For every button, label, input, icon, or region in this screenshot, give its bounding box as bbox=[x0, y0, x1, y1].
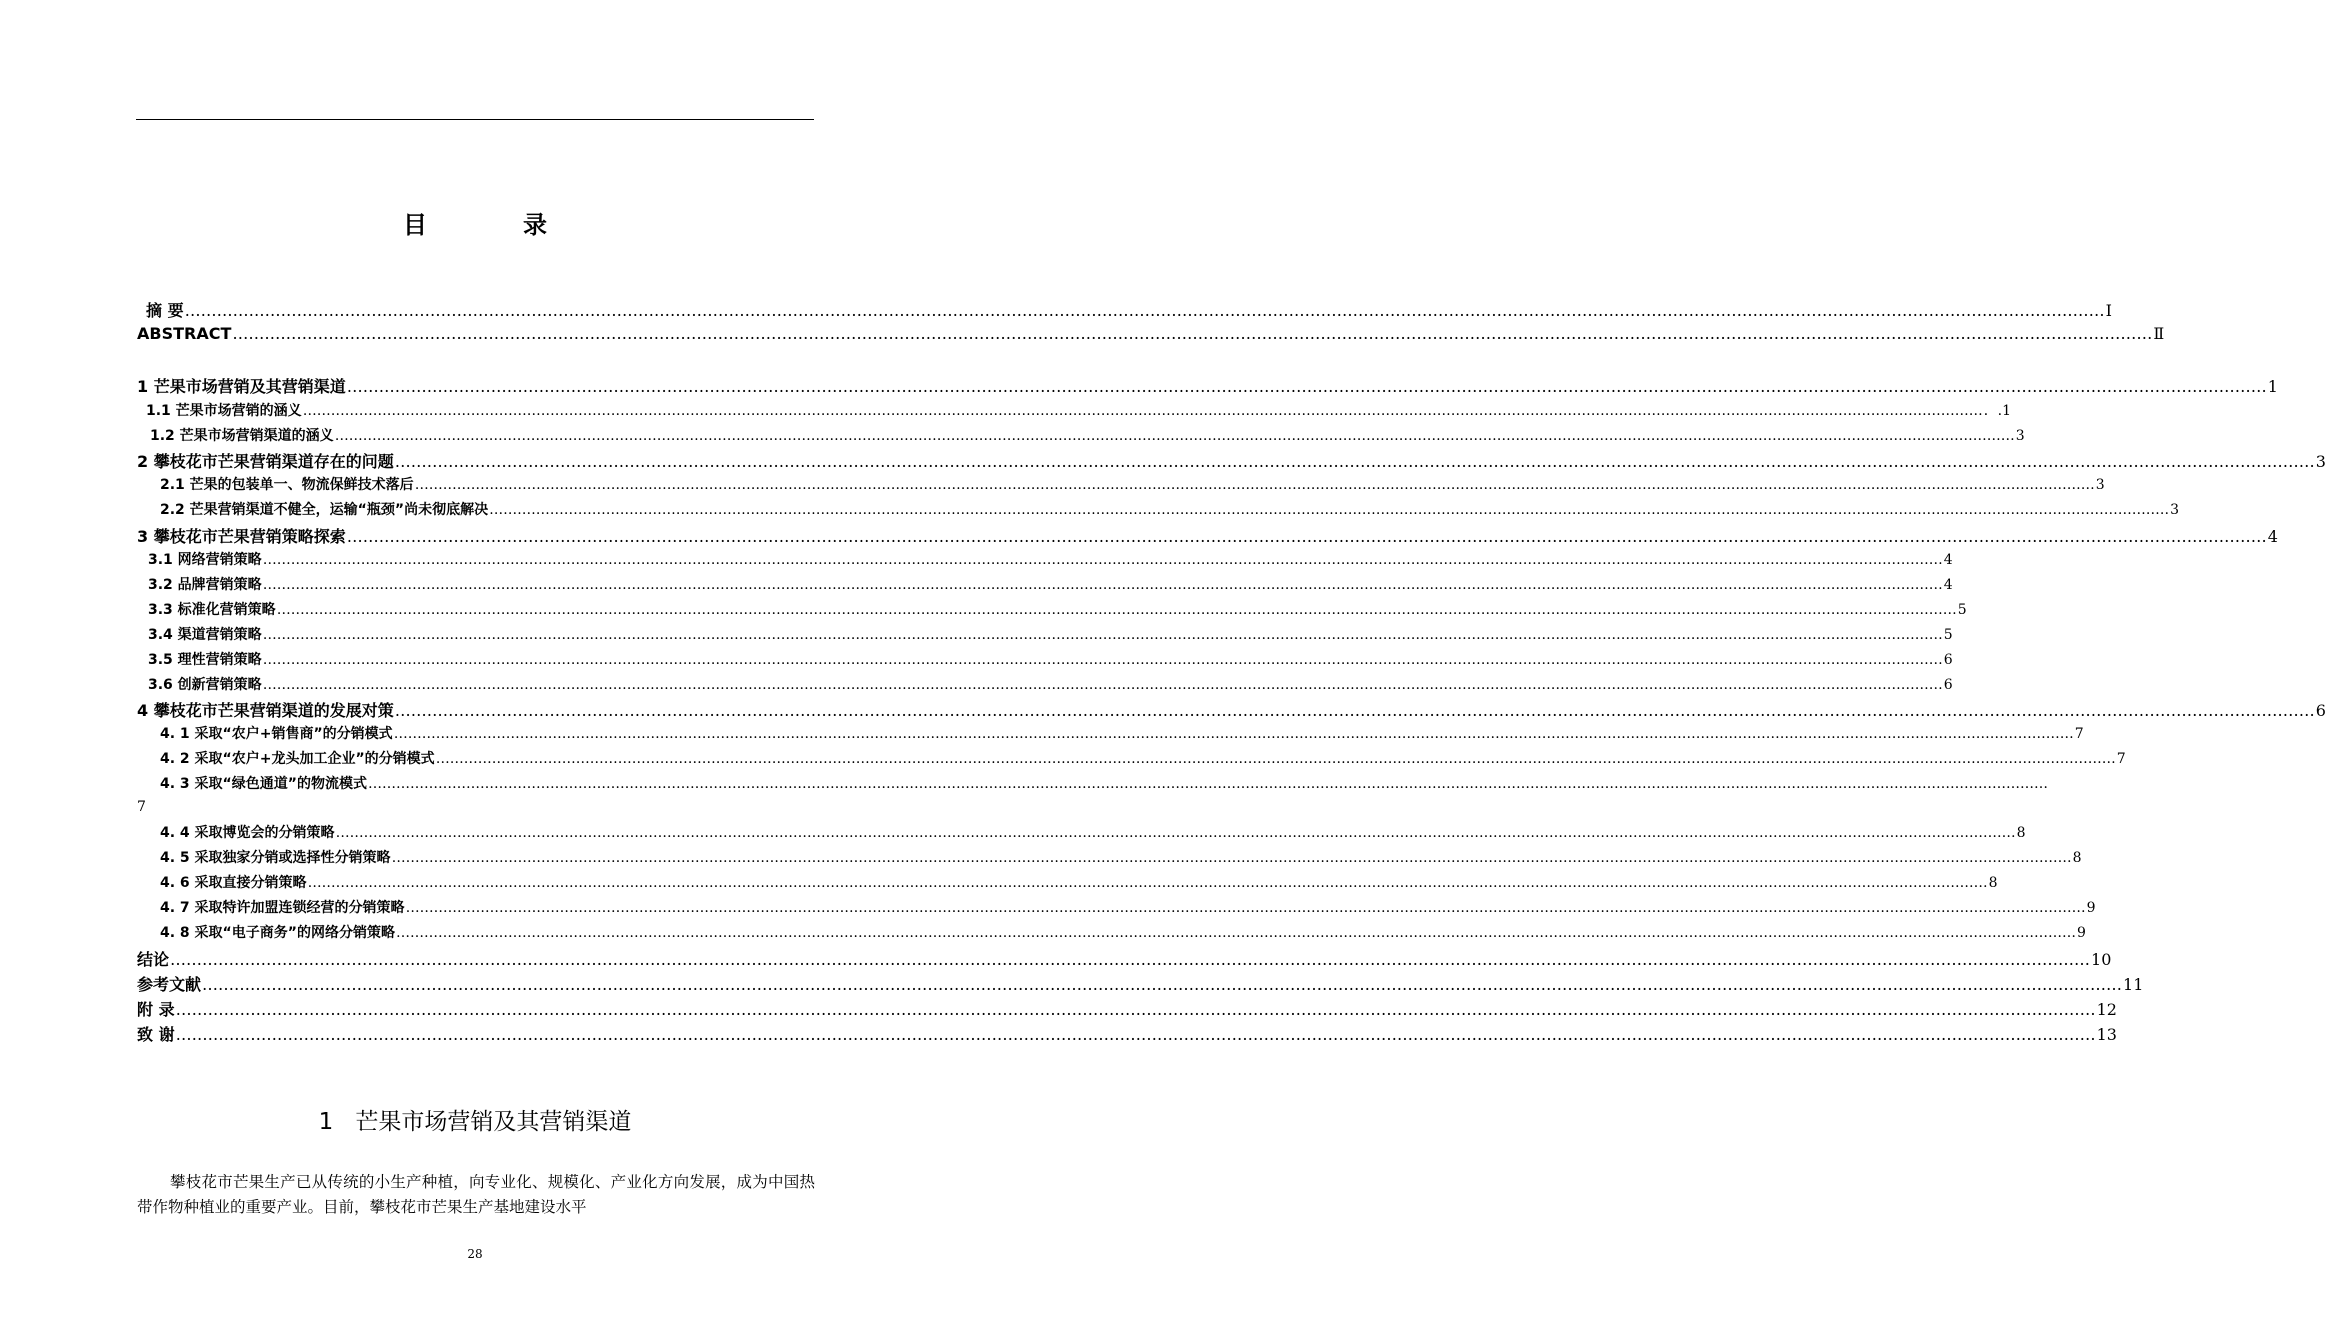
toc-entry[interactable] bbox=[137, 698, 2326, 721]
toc-entry-label: 3.1 网络营销策略 bbox=[148, 552, 262, 568]
toc-entry-label: 1.2 芒果市场营销渠道的涵义 bbox=[150, 428, 334, 444]
toc-entry-page: ．.1 bbox=[1983, 403, 2012, 419]
toc-entry[interactable] bbox=[146, 400, 2012, 420]
toc-entry[interactable] bbox=[160, 847, 2082, 867]
toc-entry-label: 3.3 标准化营销策略 bbox=[148, 602, 276, 618]
toc-leader-dots: ……………………………………………………………………………………………………………………………………………………………………………………………………………………………………………………………………………………………………………………………… bbox=[393, 726, 2074, 742]
toc-entry[interactable] bbox=[160, 748, 2126, 768]
toc-leader-dots: ……………………………………………………………………………………………………………………………………………………………………………………………………………………………………………………………………………………………………………………………… bbox=[262, 652, 1943, 668]
toc-leader-dots: ……………………………………………………………………………………………………………………………………………………………………………………………………………………………………………………………………………………………………………………………… bbox=[346, 527, 2267, 546]
toc-entry[interactable] bbox=[148, 574, 1953, 594]
toc-entry[interactable] bbox=[160, 922, 2086, 942]
toc-entry[interactable] bbox=[160, 897, 2096, 917]
toc-entry-page: 8 bbox=[1988, 875, 1998, 891]
toc-entry-label: 2 攀枝花市芒果营销渠道存在的问题 bbox=[137, 452, 394, 471]
toc-entry-label: 3.6 创新营销策略 bbox=[148, 677, 262, 693]
toc-entry[interactable] bbox=[137, 972, 2144, 995]
toc-leader-dots: ……………………………………………………………………………………………………………………………………………………………………………………………………………………………………………………………………………………………………………………………… bbox=[335, 825, 2016, 841]
toc-leader-dots: ……………………………………………………………………………………………………………………………………………………………………………………………………………………………………………………………………………………………………………………………… bbox=[262, 577, 1943, 593]
toc-entry[interactable] bbox=[137, 449, 2326, 472]
toc-entry-label: 致 谢 bbox=[137, 1025, 175, 1044]
toc-entry-page: 9 bbox=[2086, 900, 2096, 916]
toc-entry-label: 摘 要 bbox=[146, 301, 184, 320]
toc-leader-dots: ……………………………………………………………………………………………………………………………………………………………………………………………………………………………………………………………………………………………………………………………… bbox=[435, 751, 2116, 767]
toc-leader-dots: ……………………………………………………………………………………………………………………………………………………………………………………………………………………………………………………………………………………………………………………………… bbox=[489, 502, 2170, 518]
toc-entry-page: Ⅰ bbox=[2105, 301, 2112, 320]
toc-entry-label: 4. 1 采取“农户+销售商”的分销模式 bbox=[160, 726, 393, 742]
toc-entry[interactable] bbox=[160, 773, 2048, 793]
toc-leader-dots: ……………………………………………………………………………………………………………………………………………………………………………………………………………………………………………………………………………………………………………………………… bbox=[307, 875, 1988, 891]
toc-leader-dots: ……………………………………………………………………………………………………………………………………………………………………………………………………………………………………………………………………………………………………………………………… bbox=[405, 900, 2086, 916]
toc-entry-label: 结论 bbox=[137, 950, 170, 969]
toc-entry-page: 6 bbox=[1943, 652, 1953, 668]
toc-entry-label: 2.1 芒果的包装单一、物流保鲜技术落后 bbox=[160, 477, 414, 493]
toc-entry-label: 4. 7 采取特许加盟连锁经营的分销策略 bbox=[160, 900, 405, 916]
toc-entry-label: 4. 3 采取“绿色通道”的物流模式 bbox=[160, 776, 367, 792]
toc-entry-label: 附 录 bbox=[137, 1000, 175, 1019]
toc-entry-label: 4. 5 采取独家分销或选择性分销策略 bbox=[160, 850, 391, 866]
toc-leader-dots: ……………………………………………………………………………………………………………………………………………………………………………………………………………………………………………………………………………………………………………………………… bbox=[367, 776, 2048, 792]
toc-entry[interactable] bbox=[137, 1022, 2117, 1045]
toc-entry[interactable] bbox=[148, 624, 1953, 644]
toc-entry[interactable] bbox=[146, 298, 2112, 321]
toc-entry-label: 4. 6 采取直接分销策略 bbox=[160, 875, 307, 891]
toc-entry[interactable] bbox=[160, 872, 1998, 892]
toc-leader-dots: ……………………………………………………………………………………………………………………………………………………………………………………………………………………………………………………………………………………………………………………………… bbox=[302, 403, 1983, 419]
toc-entry-page: 4 bbox=[1943, 577, 1953, 593]
toc-leader-dots: ……………………………………………………………………………………………………………………………………………………………………………………………………………………………………………………………………………………………………………………………… bbox=[175, 1025, 2096, 1044]
toc-entry-page: 6 bbox=[1943, 677, 1953, 693]
toc-entry-page: 3 bbox=[2015, 428, 2025, 444]
toc-entry-page: 8 bbox=[2016, 825, 2026, 841]
toc-entry-label: 4. 2 采取“农户+龙头加工企业”的分销模式 bbox=[160, 751, 435, 767]
toc-entry-page: 8 bbox=[2072, 850, 2082, 866]
toc-leader-dots: ……………………………………………………………………………………………………………………………………………………………………………………………………………………………………………………………………………………………………………………………… bbox=[394, 452, 2315, 471]
toc-entry-label: 3 攀枝花市芒果营销策略探索 bbox=[137, 527, 346, 546]
toc-entry-page: 4 bbox=[2267, 527, 2278, 546]
toc-leader-dots: ……………………………………………………………………………………………………………………………………………………………………………………………………………………………………………………………………………………………………………………………… bbox=[276, 602, 1957, 618]
toc-leader-dots: ……………………………………………………………………………………………………………………………………………………………………………………………………………………………………………………………………………………………………………………………… bbox=[262, 552, 1943, 568]
toc-entry-label: 1.1 芒果市场营销的涵义 bbox=[146, 403, 302, 419]
toc-leader-dots: ……………………………………………………………………………………………………………………………………………………………………………………………………………………………………………………………………………………………………………………………… bbox=[395, 925, 2076, 941]
toc-entry-page: 4 bbox=[1943, 552, 1953, 568]
toc-entry-page: 5 bbox=[1943, 627, 1953, 643]
toc-entry[interactable] bbox=[148, 549, 1953, 569]
toc-entry[interactable] bbox=[148, 674, 1953, 694]
toc-entry-page: 3 bbox=[2170, 502, 2179, 518]
toc-entry[interactable] bbox=[137, 374, 2278, 397]
toc-entry[interactable] bbox=[160, 499, 2179, 519]
toc-leader-dots: ……………………………………………………………………………………………………………………………………………………………………………………………………………………………………………………………………………………………………………………………… bbox=[334, 428, 2015, 444]
toc-entry[interactable] bbox=[148, 599, 1967, 619]
page-number: 28 bbox=[467, 1247, 483, 1261]
toc-entry[interactable] bbox=[160, 723, 2084, 743]
toc-entry-label: 2.2 芒果营销渠道不健全，运输“瓶颈”尚未彻底解决 bbox=[160, 502, 489, 518]
toc-entry-page: 6 bbox=[2315, 701, 2326, 720]
toc-entry[interactable] bbox=[137, 324, 2165, 343]
toc-entry-label: ABSTRACT bbox=[137, 324, 232, 343]
toc-leader-dots: ……………………………………………………………………………………………………………………………………………………………………………………………………………………………………………………………………………………………………………………………… bbox=[391, 850, 2072, 866]
toc-entry-label: 1 芒果市场营销及其营销渠道 bbox=[137, 377, 346, 396]
toc-entry-page: Ⅱ bbox=[2153, 324, 2165, 343]
toc-entry-page: 10 bbox=[2091, 950, 2112, 969]
section-title: 芒果市场营销及其营销渠道 bbox=[355, 1109, 632, 1135]
toc-entry[interactable] bbox=[160, 474, 2105, 494]
toc-entry[interactable] bbox=[137, 947, 2112, 970]
section-heading bbox=[0, 1103, 950, 1136]
section-number: 1 bbox=[318, 1109, 334, 1135]
toc-entry-page: 3 bbox=[2095, 477, 2105, 493]
toc-entry-label: 4. 4 采取博览会的分销策略 bbox=[160, 825, 335, 841]
toc-entry-page: 7 bbox=[2116, 751, 2126, 767]
toc-entry-label: 3.5 理性营销策略 bbox=[148, 652, 262, 668]
toc-leader-dots: ……………………………………………………………………………………………………………………………………………………………………………………………………………………………………………………………………………………………………………………………… bbox=[202, 975, 2123, 994]
toc-entry-page: 5 bbox=[1957, 602, 1967, 618]
toc-entry[interactable] bbox=[148, 649, 1953, 669]
toc-leader-dots: ……………………………………………………………………………………………………………………………………………………………………………………………………………………………………………………………………………………………………………………………… bbox=[170, 950, 2091, 969]
toc-entry-page: 12 bbox=[2096, 1000, 2117, 1019]
toc-leader-dots: ……………………………………………………………………………………………………………………………………………………………………………………………………………………………………………………………………………………………………………………………… bbox=[346, 377, 2267, 396]
toc-entry-label: 参考文献 bbox=[137, 975, 202, 994]
toc-entry-4-3-page-wrap: 7 bbox=[137, 799, 146, 815]
toc-leader-dots: ……………………………………………………………………………………………………………………………………………………………………………………………………………………………………………………………………………………………………………………………… bbox=[232, 324, 2153, 343]
toc-entry-label: 3.2 品牌营销策略 bbox=[148, 577, 262, 593]
toc-entry-page: 9 bbox=[2076, 925, 2086, 941]
toc-leader-dots: ……………………………………………………………………………………………………………………………………………………………………………………………………………………………………………………………………………………………………………………………… bbox=[394, 701, 2315, 720]
toc-entry-label: 4 攀枝花市芒果营销渠道的发展对策 bbox=[137, 701, 394, 720]
toc-leader-dots: ……………………………………………………………………………………………………………………………………………………………………………………………………………………………………………………………………………………………………………………………… bbox=[262, 627, 1943, 643]
toc-leader-dots: ……………………………………………………………………………………………………………………………………………………………………………………………………………………………………………………………………………………………………………………………… bbox=[184, 301, 2105, 320]
toc-entry-page: 1 bbox=[2267, 377, 2278, 396]
toc-entry-label: 4. 8 采取“电子商务”的网络分销策略 bbox=[160, 925, 395, 941]
toc-entry-page: 3 bbox=[2315, 452, 2326, 471]
header-rule bbox=[136, 119, 814, 120]
toc-title: 目 录 bbox=[403, 211, 583, 239]
toc-entry[interactable] bbox=[150, 425, 2025, 445]
toc-leader-dots: ……………………………………………………………………………………………………………………………………………………………………………………………………………………………………………………………………………………………………………………………… bbox=[262, 677, 1943, 693]
toc-entry[interactable] bbox=[137, 997, 2117, 1020]
toc-entry-page: 13 bbox=[2096, 1025, 2117, 1044]
toc-entry-page: 7 bbox=[2074, 726, 2084, 742]
toc-entry-label: 3.4 渠道营销策略 bbox=[148, 627, 262, 643]
toc-entry-page: 11 bbox=[2123, 975, 2144, 994]
toc-entry[interactable] bbox=[137, 524, 2278, 547]
body-paragraph: 攀枝花市芒果生产已从传统的小生产种植，向专业化、规模化、产业化方向发展，成为中国热带作物种植业的重要产业。目前，攀枝花市芒果生产基地建设水平 bbox=[137, 1173, 815, 1216]
toc-leader-dots: ……………………………………………………………………………………………………………………………………………………………………………………………………………………………………………………………………………………………………………………………… bbox=[414, 477, 2095, 493]
toc-leader-dots: ……………………………………………………………………………………………………………………………………………………………………………………………………………………………………………………………………………………………………………………………… bbox=[175, 1000, 2096, 1019]
toc-entry[interactable] bbox=[160, 822, 2026, 842]
